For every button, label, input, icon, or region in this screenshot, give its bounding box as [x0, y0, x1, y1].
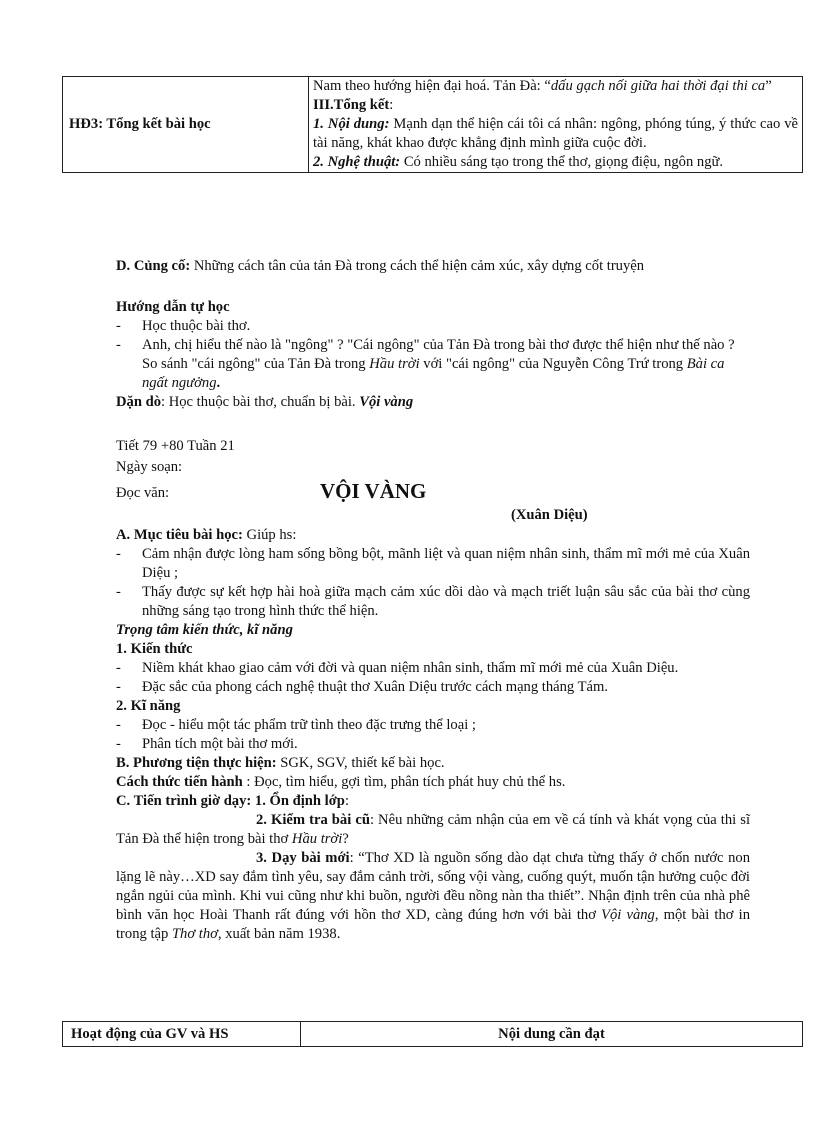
- list-item: - Học thuộc bài thơ.: [116, 318, 251, 334]
- summary-content: [309, 77, 803, 173]
- focus-title: Trọng tâm kiến thức, kĩ năng: [116, 622, 293, 638]
- objectives-section: [116, 526, 750, 944]
- means-line: B. Phương tiện thực hiện: SGK, SGV, thiết kế bài học.: [116, 755, 445, 771]
- art-summary: 2. Nghệ thuật: Có nhiều sáng tạo trong thể thơ, giọng điệu, ngôn ngữ.: [313, 154, 724, 170]
- consolidate-paragraph: D. Củng cố: Những cách tân của tản Đà trong cách thể hiện cảm xúc, xây dựng cốt truyện: [116, 258, 645, 274]
- column-header-content: Nội dung cần đạt: [301, 1022, 803, 1047]
- author-name: (Xuân Diệu): [511, 507, 588, 523]
- objectives-label: A. Mục tiêu bài học: Giúp hs:: [116, 527, 297, 543]
- list-item: - Thấy được sự kết hợp hài hoà giữa mạch cảm xúc dồi dào và mạch triết luận sâu sắc của bài thơ cùng những sáng tạo trong hình thức thể hiện.: [116, 584, 750, 619]
- list-item: - Niềm khát khao giao cảm với đời và quan niệm nhân sinh, thẩm mĩ mới mẻ của Xuân Diệu.: [116, 660, 679, 676]
- activity-label: HĐ3: Tổng kết bài học: [63, 77, 309, 173]
- column-header-activity: Hoạt động của GV và HS: [63, 1022, 301, 1047]
- new-lesson-intro: 3. Dạy bài mới: “Thơ XD là nguồn sống dào dạt chưa từng thấy ở chốn nước non lặng lẽ này…XD say đắm tình yêu, say đắm cảnh trời, sống vội vàng, cuống quýt, muốn tận hưởng cuộc đời ngắn ngủi của mình. Khi vui cũng như khi buồn, người đều nồng nàn tha thiết”. Nhận định trên của nhà phê bình văn học Hoài Thanh rất đúng với hồn thơ XD, càng đúng hơn với bài thơ Vội vàng, một bài thơ in trong tập Thơ thơ, xuất bản năm 1938.: [116, 850, 750, 942]
- knowledge-title: 1. Kiến thức: [116, 641, 193, 657]
- section-title: III.Tổng kết:: [313, 97, 394, 113]
- subject-label: Đọc văn:: [116, 485, 170, 501]
- homework-line: Dặn dò: Học thuộc bài thơ, chuẩn bị bài. Vội vàng: [116, 394, 414, 410]
- list-item: - Đặc sắc của phong cách nghệ thuật thơ Xuân Diệu trước cách mạng tháng Tám.: [116, 679, 608, 695]
- old-lesson-check: 2. Kiểm tra bài cũ: Nêu những cảm nhận của em về cá tính và khát vọng của thi sĩ Tản Đà thể hiện trong bài thơ Hầu trời?: [116, 812, 751, 847]
- self-study-section: [116, 298, 750, 412]
- lesson-title: VỘI VÀNG: [320, 479, 427, 503]
- prep-date: Ngày soạn:: [116, 459, 183, 475]
- activity-table: [62, 1021, 803, 1047]
- modernization-line: Nam theo hướng hiện đại hoá. Tản Đà: “dấu gạch nối giữa hai thời đại thi ca”: [313, 78, 772, 94]
- list-item: - Cảm nhận được lòng ham sống bồng bột, mãnh liệt và quan niệm nhân sinh, thẩm mĩ mới mẻ của Xuân Diệu ;: [116, 546, 750, 581]
- content-summary: 1. Nội dung: Mạnh dạn thể hiện cái tôi cá nhân: ngông, phóng túng, ý thức cao về tài năng, khát khao được khẳng định mình giữa cuộc đời.: [313, 116, 798, 151]
- method-line: Cách thức tiến hành : Đọc, tìm hiểu, gợi tìm, phân tích phát huy chủ thể hs.: [116, 774, 566, 790]
- list-item: - Đọc - hiểu một tác phẩm trữ tình theo đặc trưng thể loại ;: [116, 717, 476, 733]
- skills-title: 2. Kĩ năng: [116, 698, 181, 714]
- summary-table: [62, 76, 803, 173]
- list-item: - Anh, chị hiểu thế nào là "ngông" ? "Cái ngông" của Tản Đà trong bài thơ được thể hiện như thế nào ? So sánh "cái ngông" của Tản Đà trong Hầu trời với "cái ngông" của Nguyễn Công Trứ trong Bài ca ngất ngưởng.: [116, 337, 735, 391]
- process-line: C. Tiến trình giờ dạy: 1. Ổn định lớp:: [116, 793, 349, 809]
- lesson-period: Tiết 79 +80 Tuần 21: [116, 438, 235, 454]
- self-study-title: Hướng dẫn tự học: [116, 299, 230, 315]
- list-item: - Phân tích một bài thơ mới.: [116, 736, 298, 752]
